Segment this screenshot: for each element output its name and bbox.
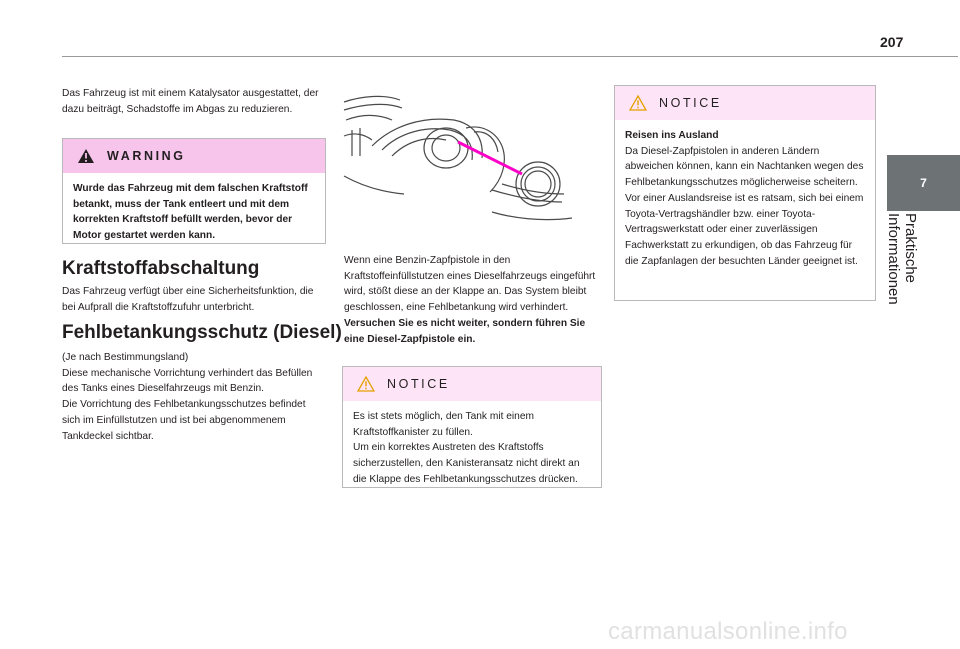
notice-text: Da Diesel-Zapfpistolen in anderen Ländern abweichen können, kann ein Nachtanken wegen des Fehlbetankungsschutzes möglicherweise scheitern. Vor einer Auslandsreise ist es ratsam, sich bei einem Toyota-Vertragshändler bzw. einer Toyota-Vertragswerkstatt oder einer zuverlässigen Fachwerkstatt zu erkundigen, ob das Fahrzeug für die Zapfanlagen der besuchten Länder geeignet ist. (625, 145, 864, 267)
notice-box-travel (614, 85, 876, 301)
warning-text: Wurde das Fahrzeug mit dem falschen Kraftstoff betankt, muss der Tank entleert und mit dem korrekten Kraftstoff befüllt werden, bevor der Motor gestartet werden kann. (73, 183, 308, 242)
warning-box (62, 138, 326, 244)
chapter-number: 7 (920, 176, 927, 190)
header-rule (62, 56, 958, 57)
warning-header (63, 139, 325, 173)
intro-text: Das Fahrzeug ist mit einem Katalysator ausgestattet, der dazu beiträgt, Schadstoffe im Abgas zu reduzieren. (62, 88, 319, 115)
notice-title: NOTICE (659, 96, 722, 110)
notice-subtitle: Reisen ins Ausland (625, 130, 719, 141)
pointer-line (458, 142, 522, 174)
misfuel-instruction: Versuchen Sie es nicht weiter, sondern führen Sie eine Diesel-Zapfpistole ein. (344, 317, 586, 345)
notice-header (615, 86, 875, 120)
notice-icon (357, 376, 375, 392)
fuel-filler-illustration (342, 86, 597, 231)
notice-body (343, 401, 601, 496)
warning-title: WARNING (107, 149, 186, 163)
misfuel-heading: Fehlbetankungsschutz (Diesel) (62, 322, 342, 343)
page-number: 207 (880, 34, 904, 50)
section-fuel-cutoff (62, 256, 326, 315)
chapter-title: Praktische Informationen (885, 213, 919, 305)
section-misfuel (62, 320, 342, 444)
misfuel-text: (Je nach Bestimmungsland) Diese mechanische Vorrichtung verhindert das Befüllen des Tanks eines Dieselfahrzeugs mit Benzin. Die Vorrichtung des Fehlbetankungsschutzes befindet sich im Einfüllstutzen und ist bei abgenommenem Tankdeckel sichtbar. (62, 352, 313, 442)
notice-title: NOTICE (387, 377, 450, 391)
column-2-text (344, 253, 604, 347)
fuel-cutoff-text: Das Fahrzeug verfügt über eine Sicherheitsfunktion, die bei Aufprall die Kraftstoffzufuhr unterbricht. (62, 286, 314, 313)
notice-icon (629, 95, 647, 111)
warning-body (63, 173, 325, 252)
notice-header (343, 367, 601, 401)
notice-box-canister (342, 366, 602, 488)
notice-body (615, 120, 875, 277)
warning-icon (77, 148, 95, 164)
column-1 (62, 86, 326, 117)
watermark: carmanualsonline.info (608, 618, 848, 645)
fuel-cutoff-heading: Kraftstoffabschaltung (62, 258, 260, 279)
notice-text: Es ist stets möglich, den Tank mit einem Kraftstoffkanister zu füllen. Um ein korrektes Austreten des Kraftstoffs sicherzustellen, den Kanisteransatz nicht direkt an die Klappe des Fehlbetankungsschutzes drücken. (353, 411, 580, 485)
misfuel-description: Wenn eine Benzin-Zapfpistole in den Kraftstoffeinfüllstutzen eines Dieselfahrzeugs eingeführt wird, stößt diese an der Klappe an. Das System bleibt geschlossen, eine Fehlbetankung wird verhindert. (344, 255, 596, 314)
chapter-tab[interactable] (887, 155, 960, 211)
